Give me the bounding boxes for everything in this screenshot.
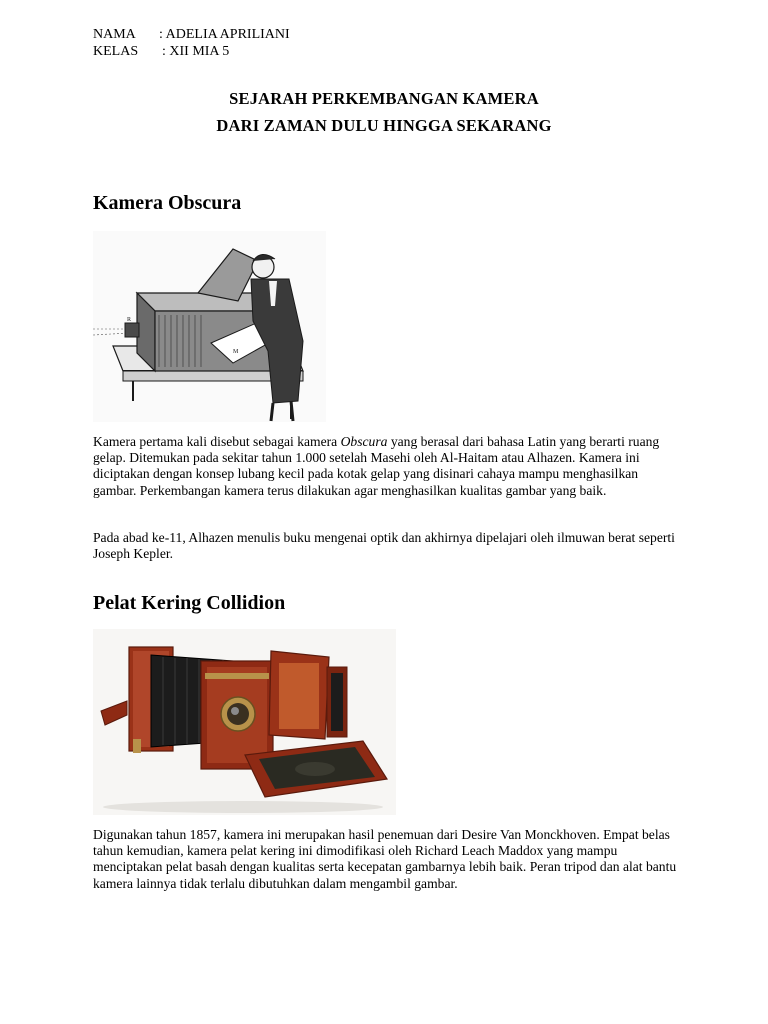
obscura-paragraph-1 [93, 434, 683, 499]
obscura-paragraph-2: Pada abad ke-11, Alhazen menulis buku mengenai optik dan akhirnya dipelajari oleh ilmuwan berat seperti Joseph Kepler. [93, 530, 675, 562]
figure-label-m: M [233, 349, 239, 355]
student-info [93, 26, 290, 60]
dry-plate-camera-photo [93, 629, 396, 815]
obscura-text-part-2: yang berasal dari bahasa Latin yang berarti ruang gelap. Ditemukan pada sekitar tahun 1.000 setelah Masehi oleh Al-Haitam atau Alhazen. Kamera ini diciptakan dengan konsep lubang kecil pada kotak gelap yang disinari cahaya mampu menghasilkan gambar. Perkembangan kamera terus dilakukan agar menghasilkan kualitas gambar yang baik. [93, 434, 660, 498]
document-title-line-2: DARI ZAMAN DULU HINGGA SEKARANG [216, 116, 552, 135]
name-label: NAMA [93, 27, 136, 42]
obscura-text-part-1: Kamera pertama kali disebut sebagai kamera [93, 434, 341, 449]
figure-label-r: R [127, 317, 132, 323]
camera-obscura-illustration [93, 231, 326, 422]
name-value: : ADELIA APRILIANI [159, 27, 290, 42]
pelat-kering-paragraph: Digunakan tahun 1857, kamera ini merupakan hasil penemuan dari Desire Van Monckhoven. Empat belas tahun kemudian, kamera pelat kering ini dimodifikasi oleh Richard Leach Maddox yang mampu menciptakan pelat basah dengan kualitas serta kecepatan gambarnya lebih baik. Peran tripod dan alat bantu kamera lainnya tidak terlalu dibutuhkan dalam mengambil gambar. [93, 827, 677, 891]
document-title-line-1: SEJARAH PERKEMBANGAN KAMERA [229, 89, 539, 108]
section-heading-kamera-obscura: Kamera Obscura [93, 192, 242, 214]
obscura-italic-term: Obscura [340, 434, 388, 449]
section-heading-pelat-kering: Pelat Kering Collidion [93, 592, 286, 614]
class-value: : XII MIA 5 [162, 44, 230, 59]
class-label: KELAS [93, 44, 139, 59]
